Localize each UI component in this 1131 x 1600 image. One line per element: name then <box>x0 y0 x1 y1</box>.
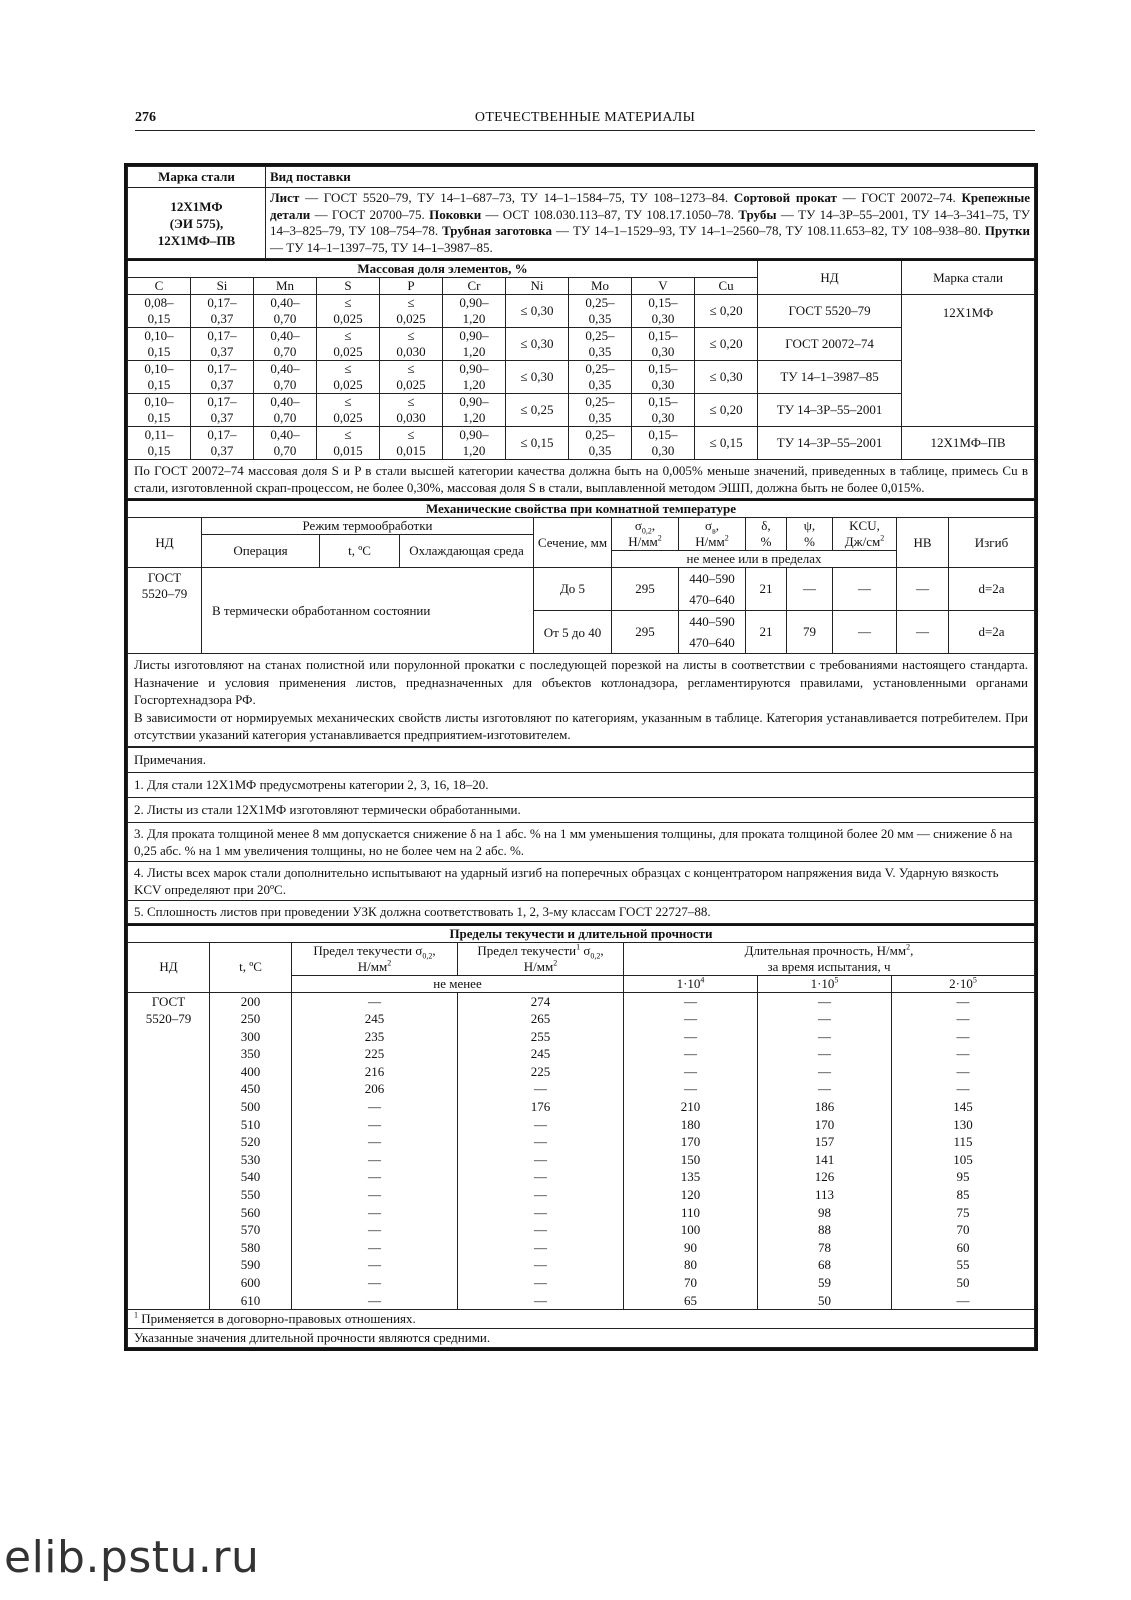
s-value: ≤ 0,025 <box>317 361 380 394</box>
creep-strength-1e5-value: 157 <box>814 1134 835 1150</box>
cu-value: ≤ 0,15 <box>695 427 758 460</box>
creep-temperature-value: 610 <box>240 1292 261 1308</box>
note-item: 5. Сплошность листов при проведении УЗК должна соответствовать 1, 2, 3-му классам ГОСТ 22727–88. <box>128 900 1035 923</box>
creep-temperature-value: 450 <box>240 1081 261 1097</box>
delivery-kind: Трубная заготовка <box>442 223 552 238</box>
ni-value: ≤ 0,30 <box>506 295 569 328</box>
c-value: 0,10– 0,15 <box>128 361 191 394</box>
mo-value: 0,25– 0,35 <box>569 361 632 394</box>
delivery-kind: Крепежные детали <box>270 190 1030 222</box>
sigma02-header: $\sigma_{0,2}$, $Н/мм^2$ <box>612 518 679 551</box>
creep-strength-2e5-value: 115 <box>953 1134 973 1150</box>
hours-1e5-header: $1\cdot 10^5$ <box>758 975 892 992</box>
creep-notless-label: не менее <box>292 975 624 992</box>
creep-strength-1e5-value: 78 <box>818 1239 831 1255</box>
creep-strength-1e5-value: 88 <box>818 1222 831 1238</box>
creep-strength-2e5-value: 85 <box>956 1187 970 1203</box>
creep-strength-2e5-value: — <box>956 1292 970 1308</box>
nd-value: ТУ 14–3Р–55–2001 <box>758 427 902 460</box>
composition-row <box>128 394 1035 427</box>
notless-range-label: не менее или в пределах <box>612 551 897 568</box>
creep-strength-1e5-value: 68 <box>818 1257 831 1273</box>
delivery-text <box>266 188 1035 259</box>
creep-temperature-value: 520 <box>240 1134 261 1150</box>
hb-header: HB <box>897 518 949 568</box>
creep-temperature-value: 350 <box>240 1046 261 1062</box>
creep-strength-2e5-value: 130 <box>953 1116 973 1132</box>
cu-value: ≤ 0,20 <box>695 328 758 361</box>
creep-yield1-value: — <box>534 1151 547 1167</box>
element-header: C <box>128 278 191 295</box>
creep-yield-value: — <box>368 1169 381 1185</box>
hours-2e5-header: $2\cdot 10^5$ <box>892 975 1035 992</box>
operation-header: Операция <box>202 535 320 568</box>
footnote-mark: 1 <box>134 1310 138 1320</box>
si-value: 0,17– 0,37 <box>191 361 254 394</box>
s-value: ≤ 0,015 <box>317 427 380 460</box>
creep-temperature-value: 530 <box>240 1151 261 1167</box>
cu-value: ≤ 0,20 <box>695 394 758 427</box>
creep-yield1-value: — <box>534 1204 547 1220</box>
psi-header: ψ, % <box>787 518 833 551</box>
cr-value: 0,90– 1,20 <box>443 427 506 460</box>
v-value: 0,15– 0,30 <box>632 394 695 427</box>
c-value: 0,10– 0,15 <box>128 394 191 427</box>
ni-value: ≤ 0,25 <box>506 394 569 427</box>
long-strength-header: Длительная прочность, $Н/мм^2$, за время испытания, ч <box>624 942 1035 975</box>
si-value: 0,17– 0,37 <box>191 295 254 328</box>
creep-data-rows <box>128 992 1035 1310</box>
creep-temperature-value: 540 <box>240 1169 261 1185</box>
v-value: 0,15– 0,30 <box>632 295 695 328</box>
p-value: ≤ 0,030 <box>380 328 443 361</box>
creep-temperature-value: 200 <box>240 993 261 1009</box>
grade-name: 12Х1МФ <box>170 198 223 214</box>
creep-yield1-value: 274 <box>530 993 551 1009</box>
running-title: ОТЕЧЕСТВЕННЫЕ МАТЕРИАЛЫ <box>474 110 696 125</box>
delivery-standards: — ТУ 14–1–1529–93, ТУ 14–1–2560–78, ТУ 108.11.653–82, ТУ 108–938–80. <box>552 223 985 238</box>
nd-value: ТУ 14–1–3987–85 <box>758 361 902 394</box>
grade-value: 12Х1МФ <box>902 295 1035 427</box>
creep-yield1-value: — <box>534 1292 547 1308</box>
mn-value: 0,40– 0,70 <box>254 328 317 361</box>
psi-value: — <box>787 568 833 611</box>
creep-yield-value: 235 <box>364 1028 385 1044</box>
mo-value: 0,25– 0,35 <box>569 328 632 361</box>
creep-yield1-value: — <box>534 1134 547 1150</box>
grade-name: 12Х1МФ–ПВ <box>157 232 236 248</box>
creep-strength-1e4-value: — <box>684 1063 697 1079</box>
psi-value: 79 <box>787 611 833 654</box>
creep-strength-2e5-value: 95 <box>956 1169 970 1185</box>
creep-strength-1e5-value: — <box>818 1046 831 1062</box>
creep-strength-2e5-value: — <box>956 1063 970 1079</box>
composition-nd-header: НД <box>758 260 902 295</box>
creep-strength-1e5-value: 59 <box>818 1275 831 1290</box>
creep-yield-value: — <box>368 1222 381 1238</box>
creep-1e5-column <box>758 992 892 1310</box>
creep-yield1-value: 255 <box>530 1028 551 1044</box>
creep-yield1-value: — <box>534 1239 547 1255</box>
creep-strength-1e5-value: 113 <box>814 1187 835 1203</box>
creep-t-column <box>210 992 292 1310</box>
sigmab-value: 440–590 470–640 <box>679 568 746 611</box>
mechanical-description <box>128 654 1035 747</box>
bend-header: Изгиб <box>949 518 1035 568</box>
creep-strength-1e5-value: — <box>818 993 831 1009</box>
mo-value: 0,25– 0,35 <box>569 427 632 460</box>
creep-yield1-value: 225 <box>530 1063 551 1079</box>
note-item: 1. Для стали 12Х1МФ предусмотрены категории 2, 3, 16, 18–20. <box>128 772 1035 797</box>
creep-yield1-value: — <box>534 1169 547 1185</box>
p-value: ≤ 0,025 <box>380 295 443 328</box>
notes-table <box>127 747 1035 924</box>
s-value: ≤ 0,025 <box>317 328 380 361</box>
mn-value: 0,40– 0,70 <box>254 361 317 394</box>
element-header: V <box>632 278 695 295</box>
notes-title: Примечания. <box>128 747 1035 772</box>
creep-t-header: t, ºC <box>210 942 292 992</box>
page-number: 276 <box>135 110 156 125</box>
mechanical-row <box>128 568 1035 611</box>
element-header: Si <box>191 278 254 295</box>
creep-yield-value: — <box>368 993 381 1009</box>
composition-note: По ГОСТ 20072–74 массовая доля S и P в стали высшей категории качества должна быть на 0,005% меньше значений, приведенных в таблице, примесь Cu в стали, изготовленной скрап-процессом, не более 0,30%, массовая доля S в стали, выплавленной методом ЭШП, должна быть не более 0,015%. <box>128 460 1035 499</box>
v-value: 0,15– 0,30 <box>632 328 695 361</box>
creep-yield1-value: 176 <box>530 1099 551 1115</box>
creep-strength-2e5-value: 55 <box>956 1257 970 1273</box>
nd-value: ГОСТ 5520–79 <box>758 295 902 328</box>
mn-value: 0,40– 0,70 <box>254 394 317 427</box>
creep-yield1-value: — <box>534 1081 547 1097</box>
composition-title: Массовая доля элементов, % <box>128 260 758 278</box>
creep-strength-1e4-value: 100 <box>680 1222 701 1238</box>
creep-yield-column <box>292 992 458 1310</box>
p-value: ≤ 0,030 <box>380 394 443 427</box>
creep-strength-1e4-value: 90 <box>684 1239 697 1255</box>
p-value: ≤ 0,015 <box>380 427 443 460</box>
cr-value: 0,90– 1,20 <box>443 361 506 394</box>
hours-1e4-header: $1\cdot 10^4$ <box>624 975 758 992</box>
mechanical-title: Механические свойства при комнатной температуре <box>128 500 1035 518</box>
creep-nd-value: ГОСТ 5520–79 <box>128 992 210 1310</box>
composition-row <box>128 328 1035 361</box>
creep-final-note: Указанные значения длительной прочности являются средними. <box>128 1329 1035 1348</box>
element-header: S <box>317 278 380 295</box>
creep-temperature-value: 580 <box>240 1239 261 1255</box>
creep-strength-1e4-value: 150 <box>680 1151 701 1167</box>
note-item: 2. Листы из стали 12Х1МФ изготовляют термически обработанными. <box>128 797 1035 822</box>
creep-temperature-value: 560 <box>240 1204 261 1220</box>
c-value: 0,11– 0,15 <box>128 427 191 460</box>
si-value: 0,17– 0,37 <box>191 328 254 361</box>
creep-temperature-value: 570 <box>240 1222 261 1238</box>
creep-strength-2e5-value: — <box>956 1011 970 1027</box>
si-value: 0,17– 0,37 <box>191 394 254 427</box>
cr-value: 0,90– 1,20 <box>443 328 506 361</box>
creep-yield-value: — <box>368 1292 381 1308</box>
creep-yield-value: — <box>368 1116 381 1132</box>
delivery-standards: — ТУ 14–1–1397–75, ТУ 14–1–3987–85. <box>270 239 493 255</box>
element-header: Ni <box>506 278 569 295</box>
creep-strength-2e5-value: — <box>956 1046 970 1062</box>
creep-yield1-value: — <box>534 1257 547 1273</box>
note-item: 3. Для проката толщиной менее 8 мм допускается снижение δ на 1 абс. % на 1 мм уменьшения толщины, для проката толщиной более 20 мм — снижение δ на 0,25 абс. % на 1 мм увеличения толщины, но не более чем на 2 абс. %. <box>128 822 1035 861</box>
s-value: ≤ 0,025 <box>317 295 380 328</box>
mech-nd-value: ГОСТ 5520–79 <box>128 568 202 654</box>
mech-nd-header: НД <box>128 518 202 568</box>
delivery-standards: — ТУ 14–3Р–55–2001, ТУ 14–3–341–75, ТУ 14–3–825–79, ТУ 108–754–78. <box>270 206 1030 238</box>
creep-yield1-column <box>458 992 624 1310</box>
kcu-value: — <box>833 611 897 654</box>
creep-strength-2e5-value: 60 <box>956 1239 970 1255</box>
grade-delivery-table <box>127 166 1035 259</box>
creep-strength-1e5-value: 170 <box>814 1116 835 1132</box>
creep-strength-1e4-value: — <box>684 1046 697 1062</box>
bend-value: d=2a <box>949 568 1035 611</box>
composition-table <box>127 259 1035 499</box>
creep-strength-1e4-value: 65 <box>684 1292 697 1308</box>
delta-value: 21 <box>746 611 787 654</box>
element-header: Mn <box>254 278 317 295</box>
grade-name: (ЭИ 575), <box>169 215 224 231</box>
composition-row <box>128 361 1035 394</box>
cr-value: 0,90– 1,20 <box>443 394 506 427</box>
footnote-text: Применяется в договорно-правовых отношениях. <box>141 1311 416 1327</box>
composition-row <box>128 295 1035 328</box>
creep-yield-value: — <box>368 1204 381 1220</box>
description-paragraph: Листы изготовляют на станах полистной или порулонной прокатки с последующей порезкой на листы в соответствии с требованиями настоящего стандарта. Назначение и условия применения листов, предназначенных для объектов котлонадзора, регламентируются правилами, установленными органами Госгортехнадзора РФ. <box>134 657 1028 707</box>
creep-strength-1e4-value: 80 <box>684 1257 697 1273</box>
note-item: 4. Листы всех марок стали дополнительно испытывают на ударный изгиб на поперечных образцах с концентратором напряжения вида V. Ударную вязкость KCV определяют при 20ºC. <box>128 861 1035 900</box>
creep-strength-1e5-value: 186 <box>814 1099 835 1115</box>
delivery-kind: Трубы <box>738 206 777 222</box>
creep-strength-2e5-value: 70 <box>956 1222 970 1238</box>
yield-header: Предел текучести $\sigma_{0,2}$, $Н/мм^2$ <box>292 942 458 975</box>
element-header: Cu <box>695 278 758 295</box>
yield1-header: Предел текучести$^1$ $\sigma_{0,2}$, $Н/мм^2$ <box>458 942 624 975</box>
steel-datasheet <box>124 163 1038 1351</box>
cu-value: ≤ 0,20 <box>695 295 758 328</box>
creep-yield-value: — <box>368 1134 381 1150</box>
ni-value: ≤ 0,30 <box>506 361 569 394</box>
page-header <box>135 108 1035 131</box>
creep-yield1-value: 245 <box>530 1046 551 1062</box>
creep-strength-1e5-value: 98 <box>818 1204 831 1220</box>
hb-value: — <box>897 611 949 654</box>
creep-yield-value: — <box>368 1099 381 1115</box>
creep-strength-1e5-value: — <box>818 1011 831 1027</box>
cr-value: 0,90– 1,20 <box>443 295 506 328</box>
creep-yield-value: 216 <box>364 1063 385 1079</box>
creep-yield1-value: — <box>534 1222 547 1238</box>
creep-strength-2e5-value: 145 <box>953 1099 973 1115</box>
p-value: ≤ 0,025 <box>380 361 443 394</box>
creep-yield-value: — <box>368 1239 381 1255</box>
hb-value: — <box>897 568 949 611</box>
cooling-header: Охлаждающая среда <box>400 535 534 568</box>
section-value: До 5 <box>534 568 612 611</box>
creep-yield-value: — <box>368 1151 381 1167</box>
creep-strength-1e5-value: — <box>818 1028 831 1044</box>
si-value: 0,17– 0,37 <box>191 427 254 460</box>
creep-temperature-value: 400 <box>240 1063 261 1079</box>
bend-value: d=2a <box>949 611 1035 654</box>
v-value: 0,15– 0,30 <box>632 427 695 460</box>
ni-value: ≤ 0,30 <box>506 328 569 361</box>
mo-value: 0,25– 0,35 <box>569 295 632 328</box>
creep-strength-1e4-value: 210 <box>680 1099 701 1115</box>
watermark: elib.pstu.ru <box>4 1532 260 1583</box>
creep-yield-value: 225 <box>364 1046 385 1062</box>
section-value: От 5 до 40 <box>534 611 612 654</box>
mechanical-table <box>127 499 1035 747</box>
creep-footnote <box>128 1310 1035 1329</box>
creep-strength-1e5-value: — <box>818 1081 831 1097</box>
c-value: 0,10– 0,15 <box>128 328 191 361</box>
creep-strength-2e5-value: — <box>956 1028 970 1044</box>
element-header: P <box>380 278 443 295</box>
creep-yield1-value: — <box>534 1275 547 1290</box>
mn-value: 0,40– 0,70 <box>254 295 317 328</box>
creep-temperature-value: 550 <box>240 1187 261 1203</box>
creep-temperature-value: 600 <box>240 1275 261 1290</box>
creep-strength-1e4-value: — <box>684 1011 697 1027</box>
sigmab-header: $\sigma_в$, $Н/мм^2$ <box>679 518 746 551</box>
creep-yield1-value: — <box>534 1187 547 1203</box>
delta-header: δ, % <box>746 518 787 551</box>
sigma02-value: 295 <box>612 611 679 654</box>
creep-yield-value: 206 <box>364 1081 385 1097</box>
creep-temperature-value: 590 <box>240 1257 261 1273</box>
delivery-standards: — ГОСТ 5520–79, ТУ 14–1–687–73, ТУ 14–1–1584–75, ТУ 108–1273–84. <box>299 190 734 205</box>
delivery-standards: — ГОСТ 20072–74. <box>836 190 962 205</box>
creep-strength-1e4-value: 70 <box>684 1275 697 1290</box>
creep-strength-1e5-value: — <box>818 1063 831 1079</box>
creep-yield1-value: — <box>534 1116 547 1132</box>
creep-strength-1e4-value: 120 <box>680 1187 701 1203</box>
cu-value: ≤ 0,30 <box>695 361 758 394</box>
delivery-kind: Прутки <box>984 223 1030 238</box>
delivery-kind: Поковки <box>429 206 482 222</box>
creep-strength-1e4-value: — <box>684 993 697 1009</box>
creep-nd-header: НД <box>128 942 210 992</box>
delivery-kind: Лист <box>270 190 300 205</box>
creep-strength-2e5-value: 50 <box>956 1275 970 1290</box>
creep-strength-1e5-value: 141 <box>814 1151 835 1167</box>
c-value: 0,08– 0,15 <box>128 295 191 328</box>
creep-strength-2e5-value: 75 <box>956 1204 970 1220</box>
creep-yield-value: 245 <box>364 1011 385 1027</box>
creep-yield-value: — <box>368 1257 381 1273</box>
kcu-value: — <box>833 568 897 611</box>
section-header: Сечение, мм <box>534 518 612 568</box>
v-value: 0,15– 0,30 <box>632 361 695 394</box>
delivery-standards: — ГОСТ 20700–75. <box>310 206 430 222</box>
delivery-label: Вид поставки <box>266 167 1035 188</box>
sigmab-value: 440–590 470–640 <box>679 611 746 654</box>
condition-value: В термически обработанном состоянии <box>202 568 534 654</box>
nd-value: ТУ 14–3Р–55–2001 <box>758 394 902 427</box>
grade-value: 12Х1МФ–ПВ <box>902 427 1035 460</box>
creep-yield1-value: 265 <box>530 1011 551 1027</box>
composition-row <box>128 427 1035 460</box>
creep-strength-1e5-value: 126 <box>814 1169 835 1185</box>
creep-strength-2e5-value: 105 <box>953 1151 973 1167</box>
nd-value: ГОСТ 20072–74 <box>758 328 902 361</box>
delivery-standards: — ОСТ 108.030.113–87, ТУ 108.17.1050–78. <box>481 206 739 222</box>
creep-title: Пределы текучести и длительной прочности <box>128 925 1035 943</box>
creep-temperature-value: 250 <box>240 1011 261 1027</box>
mo-value: 0,25– 0,35 <box>569 394 632 427</box>
heat-treatment-header: Режим термообработки <box>202 518 534 535</box>
delta-value: 21 <box>746 568 787 611</box>
creep-strength-1e4-value: 170 <box>680 1134 701 1150</box>
s-value: ≤ 0,025 <box>317 394 380 427</box>
creep-temperature-value: 510 <box>240 1116 261 1132</box>
creep-yield-value: — <box>368 1187 381 1203</box>
creep-yield-value: — <box>368 1275 381 1290</box>
creep-temperature-value: 500 <box>240 1099 261 1115</box>
delivery-kind: Сортовой прокат <box>733 190 837 205</box>
creep-strength-1e4-value: 180 <box>680 1116 701 1132</box>
creep-strength-1e5-value: 50 <box>818 1292 831 1308</box>
element-header: Mo <box>569 278 632 295</box>
description-paragraph: В зависимости от нормируемых механических свойств листы изготовляют по категориям, указанным в таблице. Категория устанавливается потребителем. При отсутствии указаний категория устанавливается предприятием-изготовителем. <box>134 709 1028 742</box>
creep-strength-1e4-value: — <box>684 1081 697 1097</box>
creep-table <box>127 924 1035 1349</box>
temp-header: t, ºC <box>320 535 400 568</box>
creep-2e5-column <box>892 992 1035 1310</box>
creep-strength-2e5-value: — <box>956 993 970 1009</box>
creep-1e4-column <box>624 992 758 1310</box>
creep-strength-1e4-value: 135 <box>680 1169 701 1185</box>
sigma02-value: 295 <box>612 568 679 611</box>
creep-strength-1e4-value: 110 <box>680 1204 701 1220</box>
grade-label: Марка стали <box>128 167 266 188</box>
grade-names <box>128 188 266 259</box>
composition-grade-header: Марка стали <box>902 260 1035 295</box>
element-header: Cr <box>443 278 506 295</box>
ni-value: ≤ 0,15 <box>506 427 569 460</box>
creep-strength-1e4-value: — <box>684 1028 697 1044</box>
kcu-header: KCU, $Дж/см^2$ <box>833 518 897 551</box>
creep-temperature-value: 300 <box>240 1028 261 1044</box>
creep-strength-2e5-value: — <box>956 1081 970 1097</box>
mn-value: 0,40– 0,70 <box>254 427 317 460</box>
